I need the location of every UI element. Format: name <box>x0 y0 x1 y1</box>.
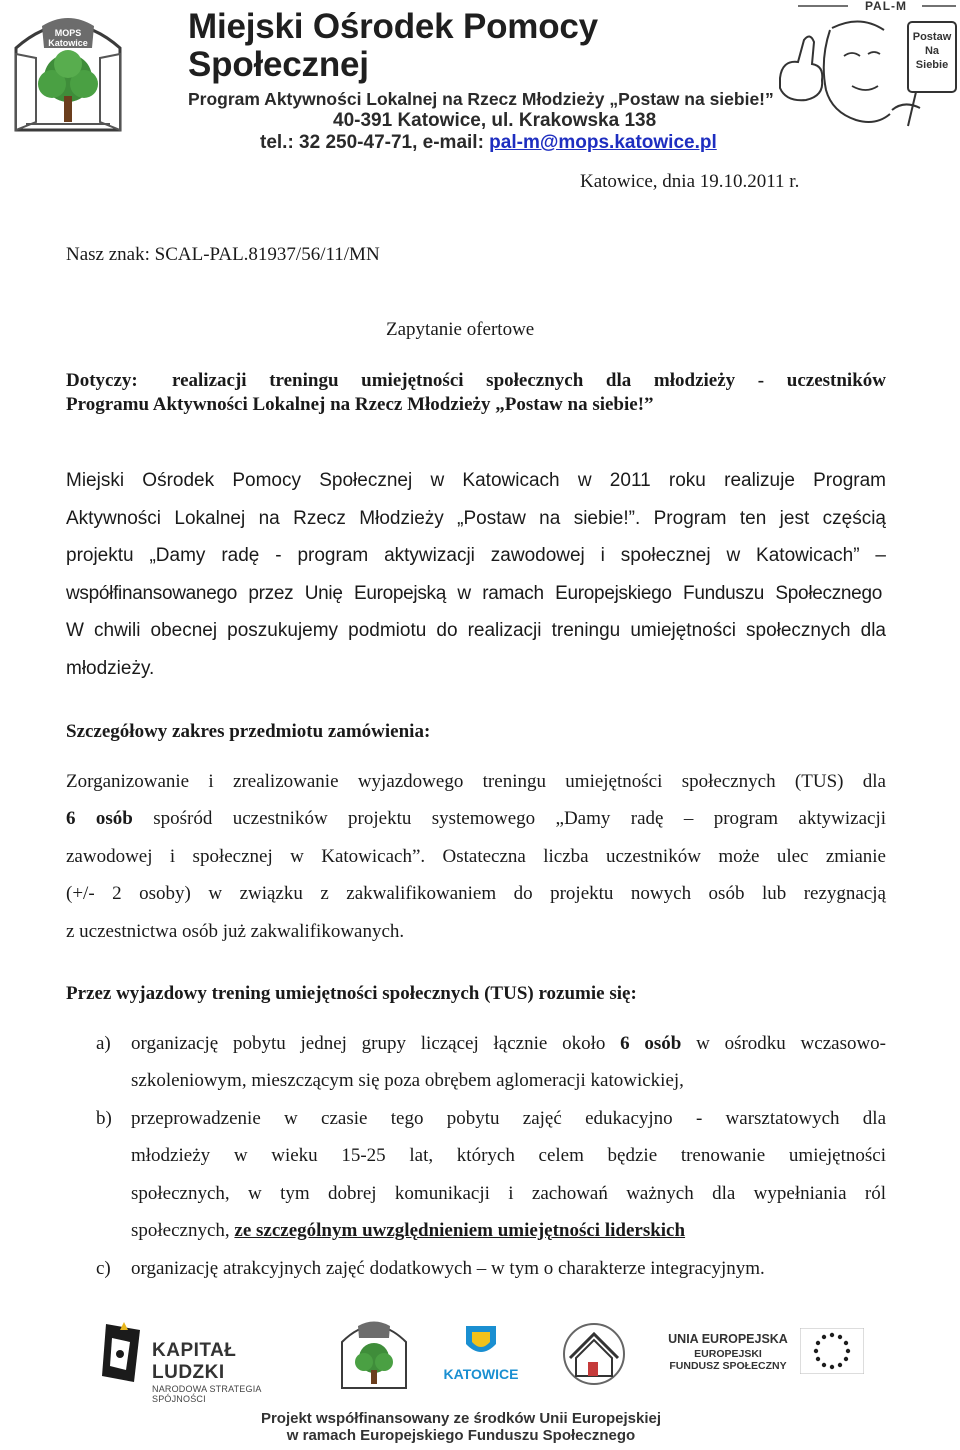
contact-prefix: tel.: 32 250-47-71, e-mail: <box>260 132 490 153</box>
kapital-ludzki-emblem-icon <box>100 1318 146 1388</box>
program-line: Program Aktywności Lokalnej na Rzecz Młodzieży „Postaw na siebie!” <box>188 89 774 109</box>
scope-line-4: (+/- 2 osoby) w związku z zakwalifikowaniem do projektu nowych osób lub rezygnacją <box>66 883 886 904</box>
pal-m-logo <box>772 0 958 134</box>
mops-logo-text-1: MOPS <box>54 28 82 38</box>
mops-logo <box>6 4 130 134</box>
email-link[interactable]: pal-m@mops.katowice.pl <box>489 132 717 153</box>
kl-text <box>152 1340 310 1404</box>
katowice-label: KATOWICE <box>443 1366 519 1382</box>
ue-line-2: FUNDUSZ SPOŁECZNY <box>669 1360 787 1372</box>
pal-m-label: PAL-M <box>864 0 908 13</box>
list-b-line-3: społecznych, w tym dobrej komunikacji i zachowań ważnych dla wypełniania ról <box>131 1183 886 1204</box>
mops-tree-window-icon <box>6 4 130 134</box>
reference-number: Nasz znak: SCAL-PAL.81937/56/11/MN <box>66 244 380 265</box>
list-a-line-1-pre: organizację pobytu jednej grupy liczącej łącznie około <box>131 1033 606 1054</box>
list-marker-c: c) <box>96 1258 111 1279</box>
kapital-ludzki-logo <box>100 1318 310 1404</box>
list-b-line-2: młodzieży w wieku 15-25 lat, których celem będzie trenowanie umiejętności <box>131 1145 886 1166</box>
ue-title: UNIA EUROPEJSKA <box>668 1332 788 1346</box>
list-a-line-2: szkoleniowym, mieszczącym się poza obrębem aglomeracji katowickiej, <box>131 1070 684 1091</box>
list-a-line-1-post: w ośrodku wczasowo- <box>696 1033 887 1054</box>
katowice-crest-icon <box>436 1322 526 1362</box>
cofinancing-line-1: Projekt współfinansowany ze środków Unii Europejskiej <box>260 1410 662 1427</box>
list-marker-a: a) <box>96 1033 111 1054</box>
mops-footer-logo <box>336 1314 412 1392</box>
intro-line-2: Aktywności Lokalnej na Rzecz Młodzieży „Postaw na siebie!”. Program ten jest częścią <box>66 508 886 529</box>
mops-logo-text <box>44 28 92 48</box>
contact-line <box>188 132 748 154</box>
subject-line-2: Programu Aktywności Lokalnej na Rzecz Młodzieży „Postaw na siebie!” <box>66 394 654 415</box>
list-b-line-1: przeprowadzenie w czasie tego pobytu zajęć edukacyjno - warsztatowych dla <box>131 1108 886 1129</box>
scope-heading: Szczegółowy zakres przedmiotu zamówienia: <box>66 721 431 742</box>
mops-logo-text-2: Katowice <box>48 38 88 48</box>
header-text <box>188 7 774 154</box>
intro-line-1: Miejski Ośrodek Pomocy Społecznej w Katowicach w 2011 roku realizuje Program <box>66 470 886 491</box>
intro-line-3: projektu „Damy radę - program aktywizacji zawodowej i społecznej w Katowicach” – <box>66 545 886 566</box>
list-a-line-1 <box>131 1032 886 1056</box>
eu-flag-icon <box>800 1328 864 1374</box>
katowice-logo <box>436 1322 526 1386</box>
pal-m-sign-text: Postaw Na Siebie <box>912 31 952 71</box>
scope-line-3: zawodowej i społecznej w Katowicach”. Ostateczna liczba uczestników może ulec zmianie <box>66 846 886 867</box>
scope-line-1: Zorganizowanie i zrealizowanie wyjazdowego treningu umiejętności społecznych (TUS) dla <box>66 771 886 792</box>
subject-line-1: realizacji treningu umiejętności społecznych dla młodzieży - uczestników <box>172 370 886 391</box>
address-line: 40-391 Katowice, ul. Krakowska 138 <box>333 110 657 131</box>
mops-footer-tree-icon <box>336 1314 412 1392</box>
intro-line-5: W chwili obecnej poszukujemy podmiotu do realizacji treningu umiejętności społecznych dla <box>66 620 886 641</box>
list-c-line-1: organizację atrakcyjnych zajęć dodatkowych – w tym o charakterze integracyjnym. <box>131 1258 765 1279</box>
kl-subtitle: NARODOWA STRATEGIA SPÓJNOŚCI <box>152 1384 262 1404</box>
scope-line-2 <box>66 807 886 831</box>
subject-label: Dotyczy: <box>66 370 138 391</box>
dom-aniolow-stroza-logo <box>552 1318 636 1390</box>
institution-title: Miejski Ośrodek Pomocy Społecznej <box>188 7 598 84</box>
intro-line-4: współfinansowanego przez Unię Europejską w ramach Europejskiego Funduszu Społecznego <box>66 583 882 604</box>
tus-heading: Przez wyjazdowy trening umiejętności społecznych (TUS) rozumie się: <box>66 983 637 1004</box>
cofinancing-note <box>226 1410 696 1444</box>
scope-line-2-rest: spośród uczestników projektu systemowego „Damy radę – program aktywizacji <box>153 808 887 829</box>
unia-europejska-logo <box>660 1324 864 1386</box>
cofinancing-line-2: w ramach Europejskiego Funduszu Społecznego <box>286 1427 636 1444</box>
ue-text <box>660 1332 796 1372</box>
ue-line-1: EUROPEJSKI <box>694 1348 762 1360</box>
scope-line-5: z uczestnictwa osób już zakwalifikowanych. <box>66 921 405 942</box>
intro-line-6: młodzieży. <box>66 658 155 679</box>
house-stamp-icon <box>552 1318 636 1390</box>
document-heading: Zapytanie ofertowe <box>386 319 535 340</box>
scope-participants-count: 6 osób <box>66 808 133 829</box>
list-marker-b: b) <box>96 1108 112 1129</box>
kl-title: KAPITAŁ LUDZKI <box>152 1340 237 1383</box>
place-date: Katowice, dnia 19.10.2011 r. <box>580 171 800 192</box>
list-b-emphasis: ze szczególnym uwzględnieniem umiejętności liderskich <box>234 1220 686 1241</box>
list-b-line-4 <box>131 1219 685 1243</box>
list-b-line-4-pre: społecznych, <box>131 1220 230 1241</box>
list-a-participants-count: 6 osób <box>620 1033 682 1054</box>
